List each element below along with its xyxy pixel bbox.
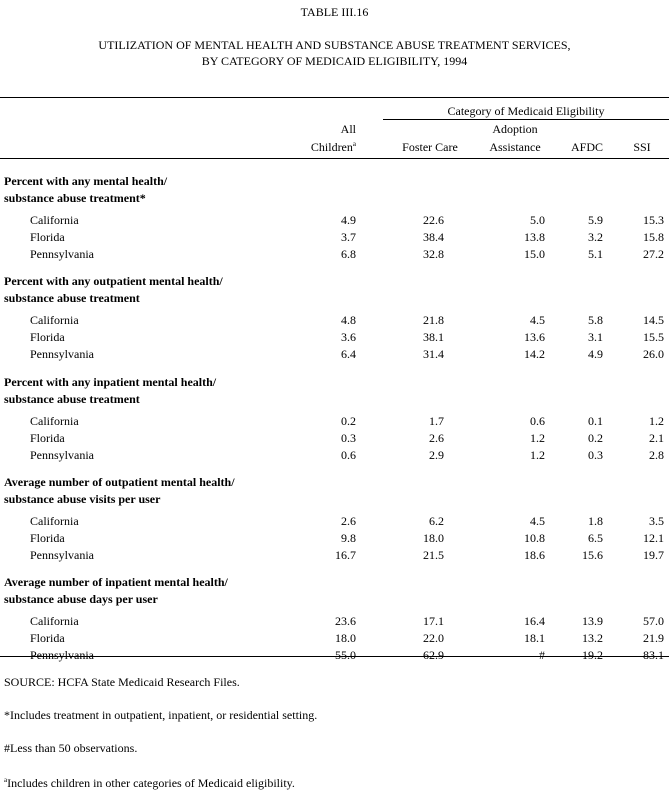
table-cell: 22.0 <box>423 631 444 645</box>
table-cell: 14.2 <box>524 347 545 361</box>
table-cell: 19.2 <box>582 648 603 662</box>
afdc-header: AFDC <box>570 140 603 154</box>
table-cell: 13.9 <box>582 614 603 628</box>
table-cell: 62.9 <box>423 648 444 662</box>
table-cell: 3.7 <box>341 230 356 244</box>
category-group-header: Category of Medicaid Eligibility <box>447 104 605 118</box>
table-cell: 3.5 <box>649 514 664 528</box>
table-cell: 1.2 <box>649 414 664 428</box>
row-state-label: California <box>30 614 79 628</box>
category-rule <box>383 119 669 120</box>
section-heading-line2: substance abuse treatment <box>4 392 140 406</box>
section-heading-line1: Average number of outpatient mental health/ <box>4 475 235 489</box>
table-cell: 2.9 <box>429 448 444 462</box>
table-cell: 0.6 <box>341 448 356 462</box>
footnote-a: $^a$Includes children in other categories of Medicaid eligibility. <box>4 776 295 790</box>
section-heading-line1: Percent with any inpatient mental health/ <box>4 375 217 389</box>
table-cell: 4.8 <box>341 313 356 327</box>
bottom-rule <box>0 656 669 657</box>
table-cell: 6.4 <box>341 347 356 361</box>
table-cell: 6.5 <box>588 531 603 545</box>
top-rule <box>0 97 669 98</box>
table-cell: 16.7 <box>335 548 356 562</box>
table-cell: 13.8 <box>524 230 545 244</box>
table-cell: 13.6 <box>524 330 545 344</box>
table-cell: 13.2 <box>582 631 603 645</box>
row-state-label: Pennsylvania <box>30 548 94 562</box>
row-state-label: California <box>30 514 79 528</box>
table-cell: 23.6 <box>335 614 356 628</box>
table-cell: 3.6 <box>341 330 356 344</box>
adoption-header-line1: Adoption <box>492 122 538 136</box>
section-heading-line1: Percent with any outpatient mental health/ <box>4 274 223 288</box>
row-state-label: California <box>30 414 79 428</box>
table-cell: 6.2 <box>429 514 444 528</box>
row-state-label: Florida <box>30 631 65 645</box>
table-cell: 15.0 <box>524 247 545 261</box>
table-cell: 18.0 <box>335 631 356 645</box>
table-cell: 15.8 <box>643 230 664 244</box>
table-number: TABLE III.16 <box>300 5 369 19</box>
table-cell: 26.0 <box>643 347 664 361</box>
table-cell: 21.9 <box>643 631 664 645</box>
foster-care-header: Foster Care <box>402 140 458 154</box>
table-cell: 2.1 <box>649 431 664 445</box>
table-cell: 15.6 <box>582 548 603 562</box>
table-cell: 21.5 <box>423 548 444 562</box>
section-heading-line2: substance abuse treatment* <box>4 191 146 205</box>
table-cell: 2.8 <box>649 448 664 462</box>
table-cell: 38.1 <box>423 330 444 344</box>
all-children-header-line1: All <box>340 122 356 136</box>
all-children-header-line2: Children$^a$ <box>310 140 356 154</box>
table-cell: 3.2 <box>588 230 603 244</box>
table-cell: 15.3 <box>643 213 664 227</box>
table-cell: 5.9 <box>588 213 603 227</box>
table-cell: 83.1 <box>643 648 664 662</box>
table-cell: 3.1 <box>588 330 603 344</box>
table-cell: 0.6 <box>530 414 545 428</box>
table-cell: 18.6 <box>524 548 545 562</box>
row-state-label: Florida <box>30 230 65 244</box>
table-cell: 19.7 <box>643 548 664 562</box>
table-cell: 9.8 <box>341 531 356 545</box>
table-cell: 4.5 <box>530 514 545 528</box>
table-cell: 0.3 <box>341 431 356 445</box>
section-heading-line2: substance abuse days per user <box>4 592 158 606</box>
table-cell: 27.2 <box>643 247 664 261</box>
table-cell: 18.0 <box>423 531 444 545</box>
section-heading-line1: Average number of inpatient mental health/ <box>4 575 228 589</box>
ssi-header: SSI <box>633 140 651 154</box>
table-cell: 16.4 <box>524 614 545 628</box>
table-cell: 55.0 <box>335 648 356 662</box>
table-cell: 1.8 <box>588 514 603 528</box>
table-cell: 0.3 <box>588 448 603 462</box>
table-cell: 1.7 <box>429 414 444 428</box>
section-heading-line1: Percent with any mental health/ <box>4 174 168 188</box>
row-state-label: Pennsylvania <box>30 247 94 261</box>
source-note: SOURCE: HCFA State Medicaid Research Files. <box>4 675 240 689</box>
asterisk-note: *Includes treatment in outpatient, inpatient, or residential setting. <box>4 708 318 722</box>
row-state-label: Pennsylvania <box>30 448 94 462</box>
table-cell: 15.5 <box>643 330 664 344</box>
row-state-label: Florida <box>30 431 65 445</box>
table-cell: # <box>539 648 545 662</box>
table-cell: 1.2 <box>530 448 545 462</box>
table-cell: 57.0 <box>643 614 664 628</box>
table-cell: 4.9 <box>588 347 603 361</box>
table-cell: 32.8 <box>423 247 444 261</box>
section-heading-line2: substance abuse treatment <box>4 291 140 305</box>
table-cell: 0.2 <box>341 414 356 428</box>
table-title-line2: BY CATEGORY OF MEDICAID ELIGIBILITY, 1994 <box>201 54 468 68</box>
table-cell: 0.2 <box>588 431 603 445</box>
table-cell: 31.4 <box>423 347 444 361</box>
table-cell: 17.1 <box>423 614 444 628</box>
table-cell: 5.8 <box>588 313 603 327</box>
table-cell: 2.6 <box>341 514 356 528</box>
section-heading-line2: substance abuse visits per user <box>4 492 161 506</box>
row-state-label: California <box>30 313 79 327</box>
table-cell: 12.1 <box>643 531 664 545</box>
table-cell: 5.1 <box>588 247 603 261</box>
header-rule <box>0 158 669 159</box>
table-cell: 1.2 <box>530 431 545 445</box>
row-state-label: Florida <box>30 330 65 344</box>
table-cell: 6.8 <box>341 247 356 261</box>
table-cell: 38.4 <box>423 230 444 244</box>
table-cell: 14.5 <box>643 313 664 327</box>
row-state-label: Pennsylvania <box>30 648 94 662</box>
row-state-label: California <box>30 213 79 227</box>
table-cell: 4.9 <box>341 213 356 227</box>
table-cell: 0.1 <box>588 414 603 428</box>
table-cell: 4.5 <box>530 313 545 327</box>
table-cell: 10.8 <box>524 531 545 545</box>
table-cell: 2.6 <box>429 431 444 445</box>
row-state-label: Pennsylvania <box>30 347 94 361</box>
table-cell: 21.8 <box>423 313 444 327</box>
table-cell: 18.1 <box>524 631 545 645</box>
table-cell: 5.0 <box>530 213 545 227</box>
row-state-label: Florida <box>30 531 65 545</box>
hash-note: #Less than 50 observations. <box>4 741 138 755</box>
table-title-line1: UTILIZATION OF MENTAL HEALTH AND SUBSTANCE ABUSE TREATMENT SERVICES, <box>98 38 571 52</box>
adoption-header-line2: Assistance <box>489 140 541 154</box>
table-cell: 22.6 <box>423 213 444 227</box>
